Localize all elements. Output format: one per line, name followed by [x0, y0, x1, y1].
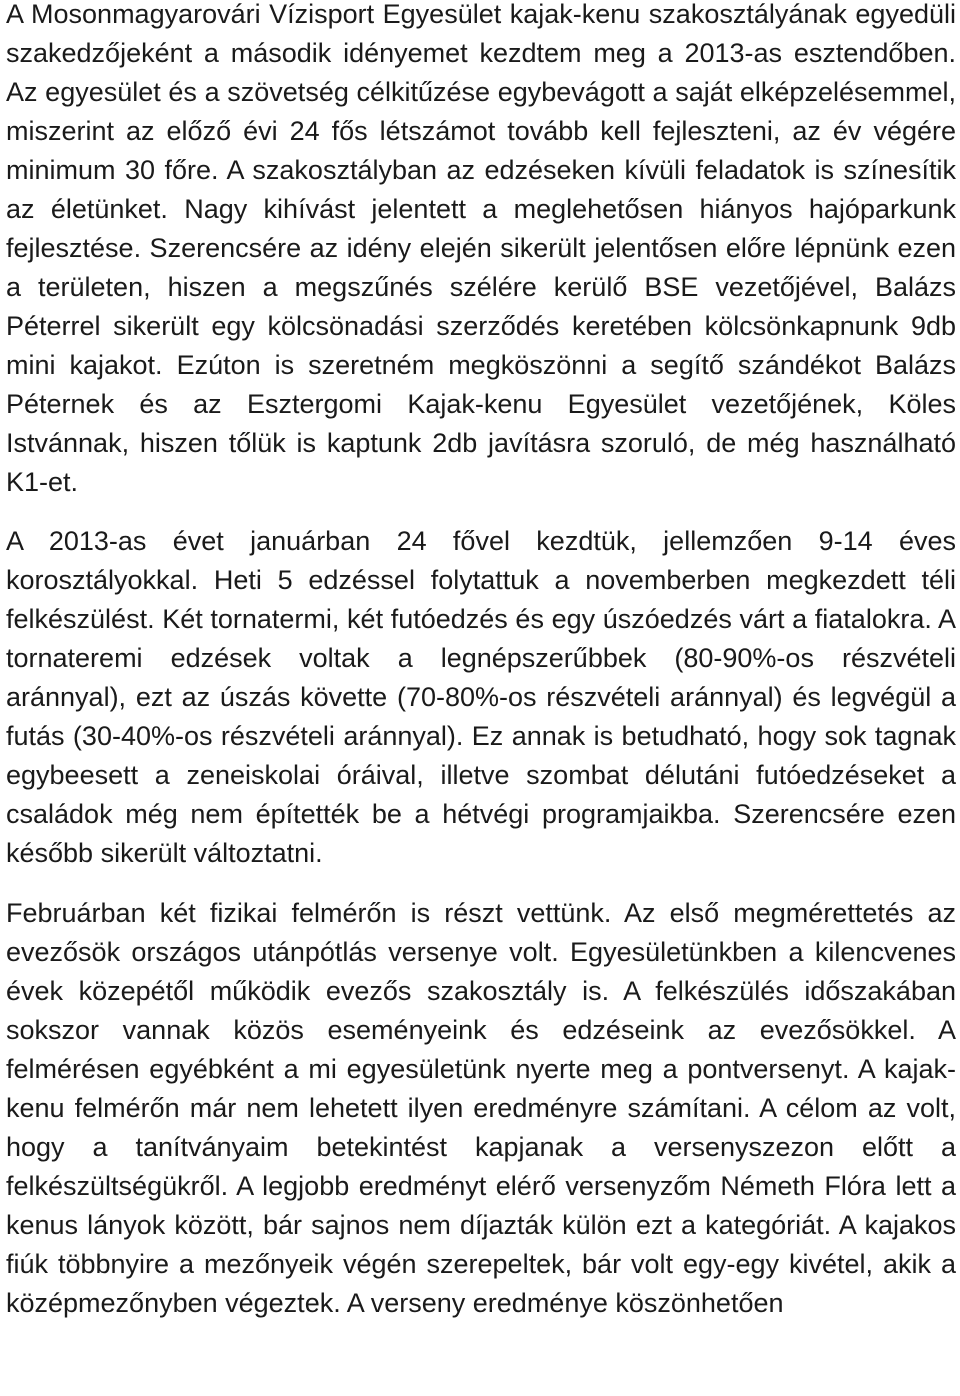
paragraph-february-assessments: Februárban két fizikai felmérőn is részt vettünk. Az első megmérettetés az evezősök országos utánpótlás versenye volt. Egyesületünkben a kilencvenes évek közepétől működik evezős szakosztály is. A felkészülés időszakában sokszor vannak közös eseményeink és edzéseink az evezősökkel. A felmérésen egyébként a mi egyesületünk nyerte meg a pontversenyt. A kajak-kenu felmérőn már nem lehetett ilyen eredményre számítani. A célom az volt, hogy a tanítványaim betekintést kapjanak a versenyszezon előtt a felkészültségükről. A legjobb eredményt elérő versenyzőm Németh Flóra lett a kenus lányok között, bár sajnos nem díjazták külön ezt a kategóriát. A kajakos fiúk többnyire a mezőnyeik végén szerepeltek, bár volt egy-egy kivétel, akik a középmezőnyben végeztek. A verseny eredménye köszönhetően — [6, 898, 956, 1318]
paragraph-winter-training: A 2013-as évet januárban 24 fővel kezdtük, jellemzően 9-14 éves korosztályokkal. Heti 5 edzéssel folytattuk a novemberben megkezdett téli felkészülést. Két tornatermi, két futóedzés és egy úszóedzés várt a fiatalokra. A tornateremi edzések voltak a legnépszerűbbek (80-90%-os részvételi aránnyal), ezt az úszás követte (70-80%-os részvételi aránnyal) és legvégül a futás (30-40%-os részvételi aránnyal). Ez annak is betudható, hogy sok tagnak egybeesett a zeneiskolai óráival, illetve szombat délutáni futóedzéseket a családok még nem építették be a hétvégi programjaikba. Szerencsére ezen később sikerült változtatni. — [6, 526, 956, 868]
paragraph-club-introduction: A Mosonmagyarovári Vízisport Egyesület kajak-kenu szakosztályának egyedüli szakedzőjeként a második idényemet kezdtem meg a 2013-as esztendőben. Az egyesület és a szövetség célkitűzése egybevágott a saját elképzelésemmel, miszerint az előző évi 24 fős létszámot tovább kell fejleszteni, az év végére minimum 30 főre. A szakosztályban az edzéseken kívüli feladatok is színesítik az életünket. Nagy kihívást jelentett a meglehetősen hiányos hajóparkunk fejlesztése. Szerencsére az idény elején sikerült jelentősen előre lépnünk ezen a területen, hiszen a megszűnés szélére kerülő BSE vezetőjével, Balázs Péterrel sikerült egy kölcsönadási szerződés keretében kölcsönkapnunk 9db mini kajakot. Ezúton is szeretném megköszönni a segítő szándékot Balázs Péternek és az Esztergomi Kajak-kenu Egyesület vezetőjének, Köles Istvánnak, hiszen tőlük is kaptunk 2db javításra szoruló, de még használható K1-et. — [6, 0, 956, 497]
